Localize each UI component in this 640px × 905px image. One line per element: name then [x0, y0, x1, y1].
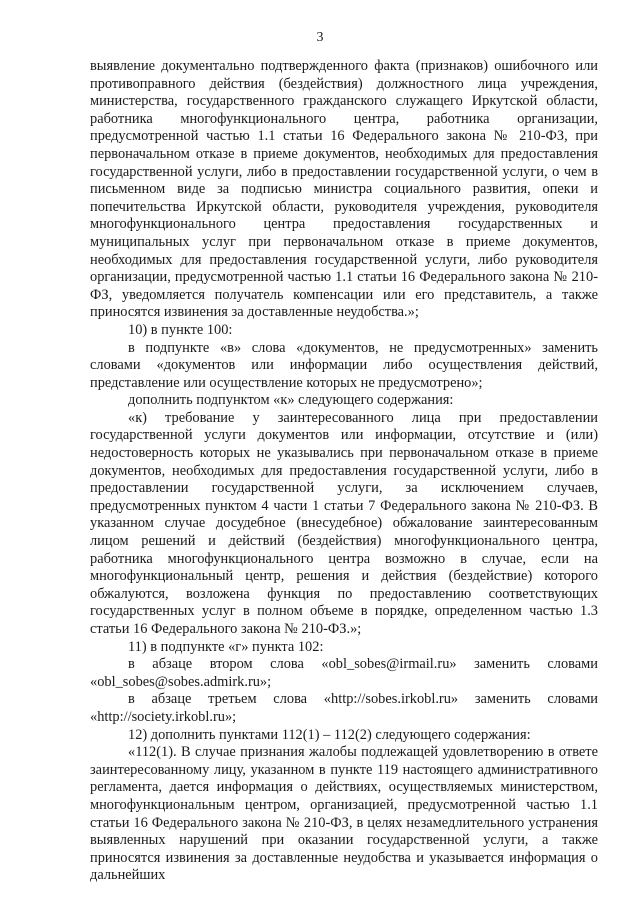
page-number: 3 — [316, 30, 324, 45]
paragraph-add-subpoint-k: дополнить подпунктом «к» следующего содержания: — [128, 392, 454, 409]
paragraph-item-11-point-102: 11) в подпункте «г» пункта 102: — [128, 638, 324, 655]
paragraph-item-10-point-100: 10) в пункте 100: — [128, 321, 233, 338]
paragraph-continuation-violation-notice: выявление документально подтвержденного факта (признаков) ошибочного или противоправного действия (бездействия) должностного лица учреждения, министерства, государственного гражданского служащего Иркутской области, работника многофункционального центра, работника организации, предусмотренной частью 1.1 статьи 16 Федерального закона № 210-ФЗ, при первоначальном отказе в приеме документов, необходимых для предоставления государственной услуги, либо в предоставлении государственной услуги, о чем в письменном виде за подписью министра социального развития, опеки и попечительства Иркутской области, руководителя учреждения, руководителя многофункционального центра предоставления государственных и муниципальных услуг при первоначальном отказе в приеме документов, необходимых для предоставления государственной услуги, либо руководителя организации, предусмотренной частью 1.1 статьи 16 Федерального закона № 210-ФЗ, уведомляется получатель компенсации или его представитель, а также приносятся извинения за доставленные неудобства.»; — [90, 58, 598, 321]
paragraph-email-replacement: в абзаце втором слова «obl_sobes@irmail.ru» заменить словами «obl_sobes@sobes.admirk.ru»; — [90, 656, 598, 690]
paragraph-url-replacement: в абзаце третьем слова «http://sobes.irkobl.ru» заменить словами «http://society.irkobl.ru»; — [90, 691, 598, 725]
document-body — [90, 58, 598, 885]
paragraph-subpoint-k-text: «к) требование у заинтересованного лица при предоставлении государственной услуги документов или информации, отсутствие и (или) недостоверность которых не указывались при первоначальном отказе в приеме документов, необходимых для предоставления государственной услуги, либо в предоставлении государственной услуги, за исключением случаев, предусмотренных пунктом 4 части 1 статьи 7 Федерального закона № 210-ФЗ. В указанном случае досудебное (внесудебное) обжалование заинтересованным лицом решений и действий (бездействия) многофункционального центра, работника многофункционального центра возможно в случае, если на многофункциональный центр, решения и действия (бездействие) которого обжалуются, возложена функция по предоставлению соответствующих государственных услуг в полном объеме в порядке, определенном частью 1.3 статьи 16 Федерального закона № 210-ФЗ.»; — [90, 409, 598, 637]
paragraph-subpoint-v: в подпункте «в» слова «документов, не предусмотренных» заменить словами «документов или информации либо осуществления действий, представление или осуществление которых не предусмотрено»; — [90, 339, 598, 391]
paragraph-item-12-add-points: 12) дополнить пунктами 112(1) – 112(2) следующего содержания: — [128, 726, 531, 743]
paragraph-point-112-1: «112(1). В случае признания жалобы подлежащей удовлетворению в ответе заинтересованному лицу, указанном в пункте 119 настоящего административного регламента, дается информация о действиях, осуществляемых министерством, многофункциональным центром, организацией, предусмотренной частью 1.1 статьи 16 Федерального закона № 210-ФЗ, в целях незамедлительного устранения выявленных нарушений при оказании государственной услуги, а также приносятся извинения за доставленные неудобства и указывается информация о дальнейших — [90, 744, 598, 884]
